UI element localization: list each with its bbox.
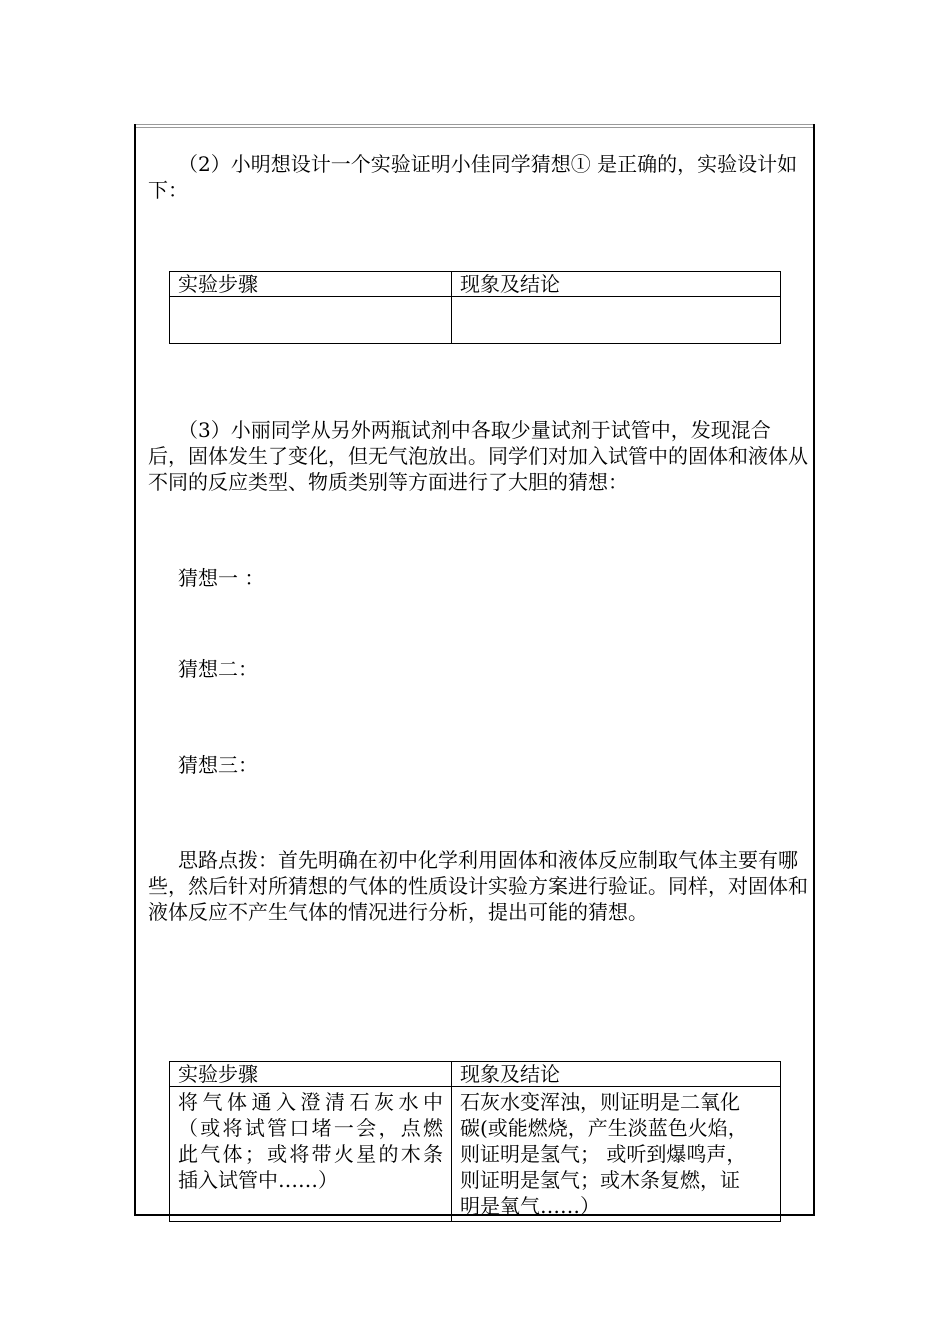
step-line: 此气体；或将带火星的木条 — [178, 1142, 443, 1166]
table2-cell-steps — [170, 1087, 452, 1222]
question-2-text: （2）小明想设计一个实验证明小佳同学猜想① 是正确的，实验设计如下： — [148, 152, 798, 202]
experiment-table-answer — [169, 1061, 781, 1222]
table1-cell-steps — [170, 297, 452, 344]
experiment-table-empty — [169, 271, 781, 344]
table1-cell-result — [452, 297, 781, 344]
guess-2: 猜想二： — [178, 657, 258, 681]
result-line: 明是氧气……） — [460, 1194, 600, 1218]
hint-text: 思路点拨：首先明确在初中化学利用固体和液体反应制取气体主要有哪些，然后针对所猜想的气体的性质设计实验方案进行验证。同样，对固体和液体反应不产生气体的情况进行分析，提出可能的猜想。 — [148, 848, 808, 924]
guess-1: 猜想一 ： — [178, 566, 265, 590]
table2-header-result: 现象及结论 — [452, 1062, 781, 1087]
step-line: （或将试管口堵一会，点燃 — [178, 1116, 443, 1140]
result-line: 则证明是氢气； 或听到爆鸣声， — [460, 1142, 747, 1166]
result-line: 石灰水变浑浊，则证明是二氧化 — [460, 1090, 740, 1114]
table2-cell-result — [452, 1087, 781, 1222]
step-line: 插入试管中……） — [178, 1168, 338, 1192]
step-line: 将气体通入澄清石灰水中 — [178, 1090, 443, 1114]
result-line: 则证明是氢气；或木条复燃，证 — [460, 1168, 740, 1192]
guess-3: 猜想三： — [178, 753, 258, 777]
question-3-text: （3）小丽同学从另外两瓶试剂中各取少量试剂于试管中，发现混合后，固体发生了变化，但无气泡放出。同学们对加入试管中的固体和液体从不同的反应类型、物质类别等方面进行了大胆的猜想： — [148, 418, 808, 494]
table2-header-steps: 实验步骤 — [170, 1062, 452, 1087]
table1-header-result: 现象及结论 — [452, 272, 781, 297]
result-line: 碳(或能燃烧，产生淡蓝色火焰， — [460, 1116, 748, 1140]
table1-header-steps: 实验步骤 — [170, 272, 452, 297]
